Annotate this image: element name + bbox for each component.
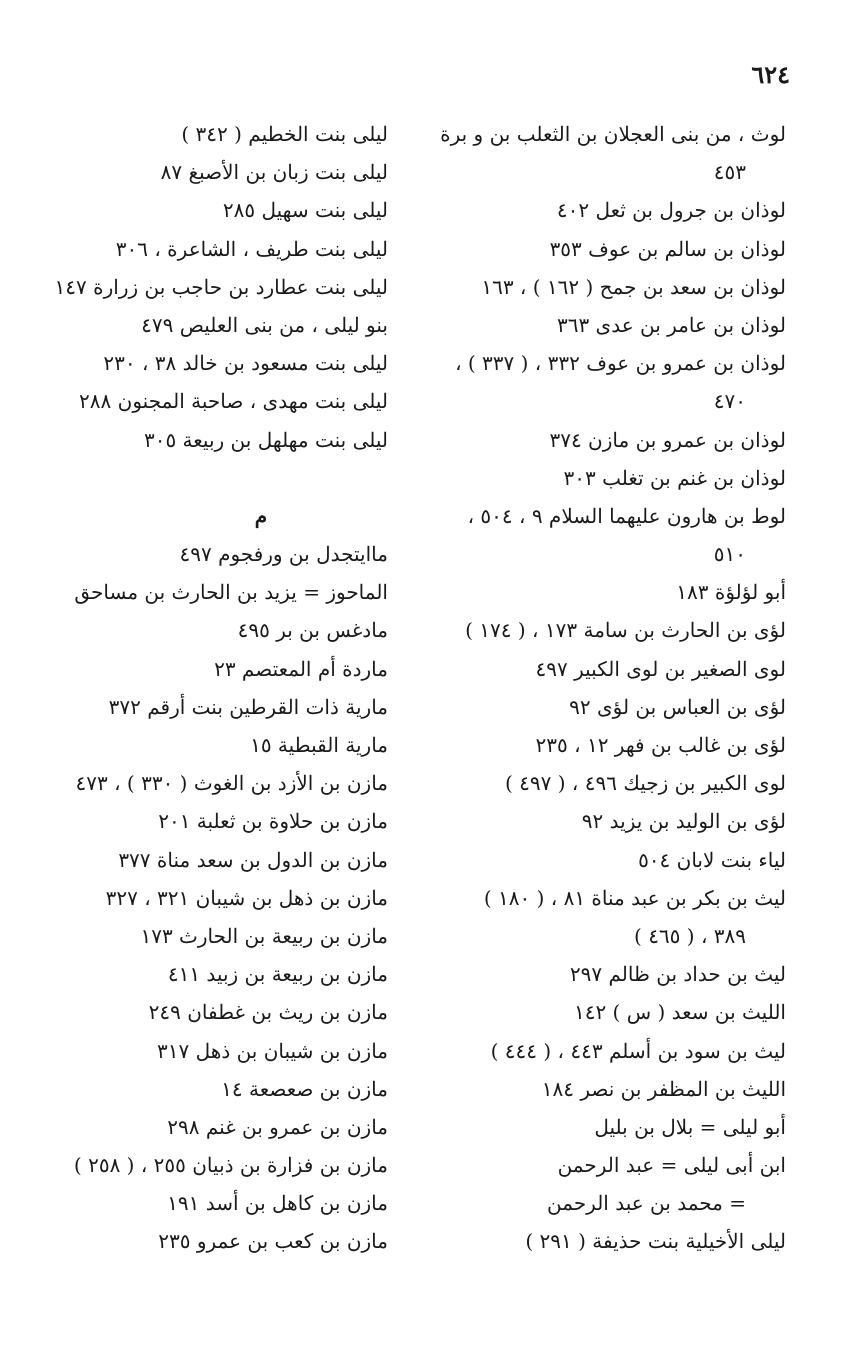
- index-entry: ليث بن سود بن أسلم ٤٤٣ ، ( ٤٤٤ ): [490, 1038, 786, 1063]
- index-entry: مازن بن ذهل بن شيبان ٣٢١ ، ٣٢٧: [105, 885, 388, 910]
- index-column-left: [14, 115, 388, 1261]
- index-entry: مادغس بن بر ٤٩٥: [237, 618, 388, 643]
- index-entry: ليلى بنت طريف ، الشاعرة ، ٣٠٦: [115, 236, 388, 261]
- index-entry: لؤى بن العباس بن لؤى ٩٢: [569, 694, 786, 719]
- index-entry: مازن بن ربيعة بن الحارث ١٧٣: [140, 923, 388, 948]
- index-entry: ليلى بنت عطارد بن حاجب بن زرارة ١٤٧: [54, 274, 388, 299]
- index-entry: ليلى بنت مهلهل بن ربيعة ٣٠٥: [143, 427, 388, 452]
- index-entry: مازن بن شيبان بن ذهل ٣١٧: [157, 1038, 388, 1063]
- index-entry-continuation: ٥١٠: [713, 542, 746, 567]
- index-entry: لوذان بن جرول بن ثعل ٤٠٢: [556, 198, 786, 223]
- index-entry: لوذان بن عمرو بن مازن ٣٧٤: [549, 427, 786, 452]
- index-entry-continuation: = محمد بن عبد الرحمن: [547, 1191, 746, 1216]
- index-entry-continuation: ٤٧٠: [713, 389, 746, 414]
- index-group-mim: [14, 535, 388, 1261]
- index-group-layla: [14, 115, 388, 459]
- section-letter-mim: م: [254, 503, 268, 528]
- index-entry: مازن بن عمرو بن غنم ٢٩٨: [167, 1114, 388, 1139]
- index-entry: لوذان بن غنم بن تغلب ٣٠٣: [563, 465, 786, 490]
- section-gap: [14, 459, 388, 497]
- index-entry: الماحوز = يزيد بن الحارث بن مساحق: [74, 580, 388, 605]
- index-entry: مازن بن ربيعة بن زبيد ٤١١: [167, 962, 388, 987]
- index-entry: لوى الكبير بن زجيك ٤٩٦ ، ( ٤٩٧ ): [505, 771, 786, 796]
- index-entry: ماردة أم المعتصم ٢٣: [214, 656, 388, 681]
- index-entry: ليث بن بكر بن عبد مناة ٨١ ، ( ١٨٠ ): [483, 885, 786, 910]
- index-entry: أبو لؤلؤة ١٨٣: [676, 580, 786, 605]
- index-entry: ماايتجدل بن ورفجوم ٤٩٧: [179, 542, 388, 567]
- index-entry: لؤى بن الحارث بن سامة ١٧٣ ، ( ١٧٤ ): [465, 618, 786, 643]
- index-entry: الليث بن المظفر بن نصر ١٨٤: [541, 1076, 786, 1101]
- index-entry: لوذان بن عامر بن عدى ٣٦٣: [556, 312, 786, 337]
- index-entry: لؤى بن غالب بن فهر ١٢ ، ٢٣٥: [535, 733, 786, 757]
- index-entry: ليث بن حداد بن ظالم ٢٩٧: [569, 962, 786, 987]
- index-entry: مازن بن كعب بن عمرو ٢٣٥: [158, 1229, 388, 1254]
- index-entry: بنو ليلى ، من بنى العليص ٤٧٩: [141, 312, 388, 337]
- index-entry: مازن بن فزارة بن ذبيان ٢٥٥ ، ( ٢٥٨ ): [73, 1153, 388, 1178]
- index-entry: مارية ذات القرطين بنت أرقم ٣٧٢: [108, 694, 388, 719]
- index-entry: لوط بن هارون عليهما السلام ٩ ، ٥٠٤ ،: [467, 503, 786, 528]
- index-entry: مازن بن حلاوة بن ثعلبة ٢٠١: [158, 809, 388, 834]
- index-entry: ليلى الأخيلية بنت حذيفة ( ٢٩١ ): [525, 1229, 786, 1254]
- page-number: ٦٢٤: [751, 60, 790, 89]
- index-entry: لوذان بن عمرو بن عوف ٣٣٢ ، ( ٣٣٧ ) ،: [455, 351, 786, 376]
- index-entry: مازن بن الأزد بن الغوث ( ٣٣٠ ) ، ٤٧٣: [75, 771, 388, 796]
- index-entry: مازن بن كاهل بن أسد ١٩١: [167, 1191, 388, 1216]
- index-entry: مارية القبطية ١٥: [250, 733, 388, 757]
- index-entry: ليلى بنت مسعود بن خالد ٣٨ ، ٢٣٠: [103, 351, 388, 376]
- index-entry: مازن بن الدول بن سعد مناة ٣٧٧: [118, 847, 388, 872]
- index-entry: ليلى بنت الخطيم ( ٣٤٢ ): [181, 122, 388, 146]
- index-entry: أبو ليلى = بلال بن بليل: [594, 1114, 786, 1139]
- index-entry: ليلى بنت سهيل ٢٨٥: [222, 198, 388, 223]
- index-entry: مازن بن ريث بن غطفان ٢٤٩: [148, 1000, 388, 1025]
- index-entry: لياء بنت لابان ٥٠٤: [638, 847, 786, 872]
- index-entry-continuation: ٣٨٩ ، ( ٤٦٥ ): [634, 923, 746, 948]
- index-entry-continuation: ٤٥٣: [713, 160, 746, 185]
- index-entry: ليلى بنت مهدى ، صاحبة المجنون ٢٨٨: [79, 389, 388, 414]
- index-entry: لوث ، من بنى العجلان بن الثعلب بن و برة: [440, 122, 786, 146]
- index-entry: لؤى بن الوليد بن يزيد ٩٢: [581, 809, 786, 834]
- index-entry: لوذان بن سالم بن عوف ٣٥٣: [549, 236, 786, 261]
- index-column-right: [436, 115, 786, 1261]
- index-entry: ليلى بنت زبان بن الأصبغ ٨٧: [160, 160, 388, 185]
- index-entry: مازن بن صعصعة ١٤: [221, 1076, 388, 1101]
- index-entry: الليث بن سعد ( س ) ١٤٢: [573, 1000, 786, 1025]
- index-entry: ابن أبى ليلى = عبد الرحمن: [557, 1153, 786, 1178]
- index-entry: لوى الصغير بن لوى الكبير ٤٩٧: [535, 656, 786, 681]
- index-entry: لوذان بن سعد بن جمح ( ١٦٢ ) ، ١٦٣: [481, 274, 786, 299]
